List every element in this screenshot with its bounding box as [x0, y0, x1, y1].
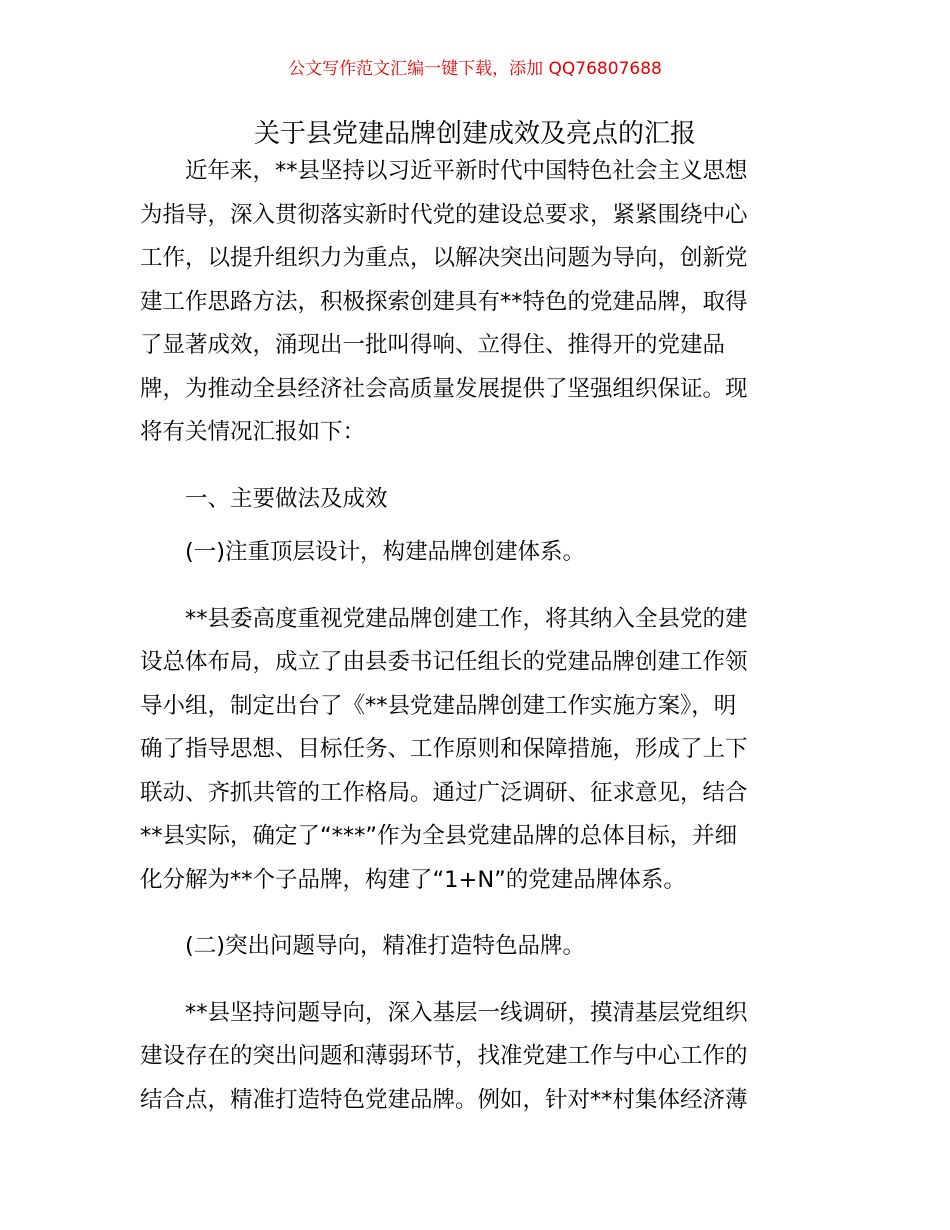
subheading-text: (二)突出问题导向，精准打造特色品牌。: [140, 933, 586, 959]
paragraph-problem-oriented: [140, 992, 812, 1123]
paragraph-top-design: [140, 598, 812, 903]
paragraph-spacer: [140, 902, 812, 925]
text-line: **县委高度重视党建品牌创建工作，将其纳入全县党的建: [140, 605, 748, 632]
text-line: 建工作思路方法，积极探索创建具有**特色的党建品牌，取得: [140, 288, 748, 315]
download-promo-note: 公文写作范文汇编一键下载，添加 QQ76807688: [288, 59, 662, 79]
subheading-2: [140, 925, 812, 969]
paragraph-spacer: [140, 969, 812, 992]
paragraph-spacer: [140, 455, 812, 478]
text-line: 导小组，制定出台了《**县党建品牌创建工作实施方案》，明: [140, 692, 737, 719]
section-heading-text: 一、主要做法及成效: [140, 485, 388, 512]
paragraph-spacer: [140, 575, 812, 598]
text-line: **县坚持问题导向，深入基层一线调研，摸清基层党组织: [140, 999, 748, 1026]
document-title: 关于县党建品牌创建成效及亮点的汇报: [253, 119, 696, 149]
text-line: **县实际，确定了“***”作为全县党建品牌的总体目标，并细: [140, 823, 738, 849]
document-body: [140, 150, 812, 1122]
text-line: 工作，以提升组织力为重点，以解决突出问题为导向，创新党: [140, 245, 748, 271]
intro-paragraph: [140, 150, 812, 455]
text-line: 联动、齐抓共管的工作格局。通过广泛调研、征求意见，结合: [140, 779, 748, 806]
text-line: 结合点，精准打造特色党建品牌。例如，针对**村集体经济薄: [140, 1086, 748, 1113]
text-line: 确了指导思想、目标任务、工作原则和保障措施，形成了上下: [140, 736, 748, 762]
text-line: 为指导，深入贯彻落实新时代党的建设总要求，紧紧围绕中心: [140, 201, 748, 228]
text-line: 近年来，**县坚持以习近平新时代中国特色社会主义思想: [140, 158, 748, 184]
subheading-1: [140, 531, 812, 575]
subheading-text: (一)注重顶层设计，构建品牌创建体系。: [140, 539, 586, 565]
text-line: 建设存在的突出问题和薄弱环节，找准党建工作与中心工作的: [140, 1043, 748, 1069]
text-line: 设总体布局，成立了由县委书记任组长的党建品牌创建工作领: [140, 649, 748, 675]
text-line: 将有关情况汇报如下：: [140, 419, 366, 445]
text-line: 化分解为**个子品牌，构建了“1+N”的党建品牌体系。: [140, 866, 686, 893]
text-line: 了显著成效，涌现出一批叫得响、立得住、推得开的党建品: [140, 332, 726, 358]
section-heading-1: [140, 478, 812, 522]
text-line: 牌，为推动全县经济社会高质量发展提供了坚强组织保证。现: [140, 375, 748, 402]
paragraph-spacer: [140, 521, 812, 531]
